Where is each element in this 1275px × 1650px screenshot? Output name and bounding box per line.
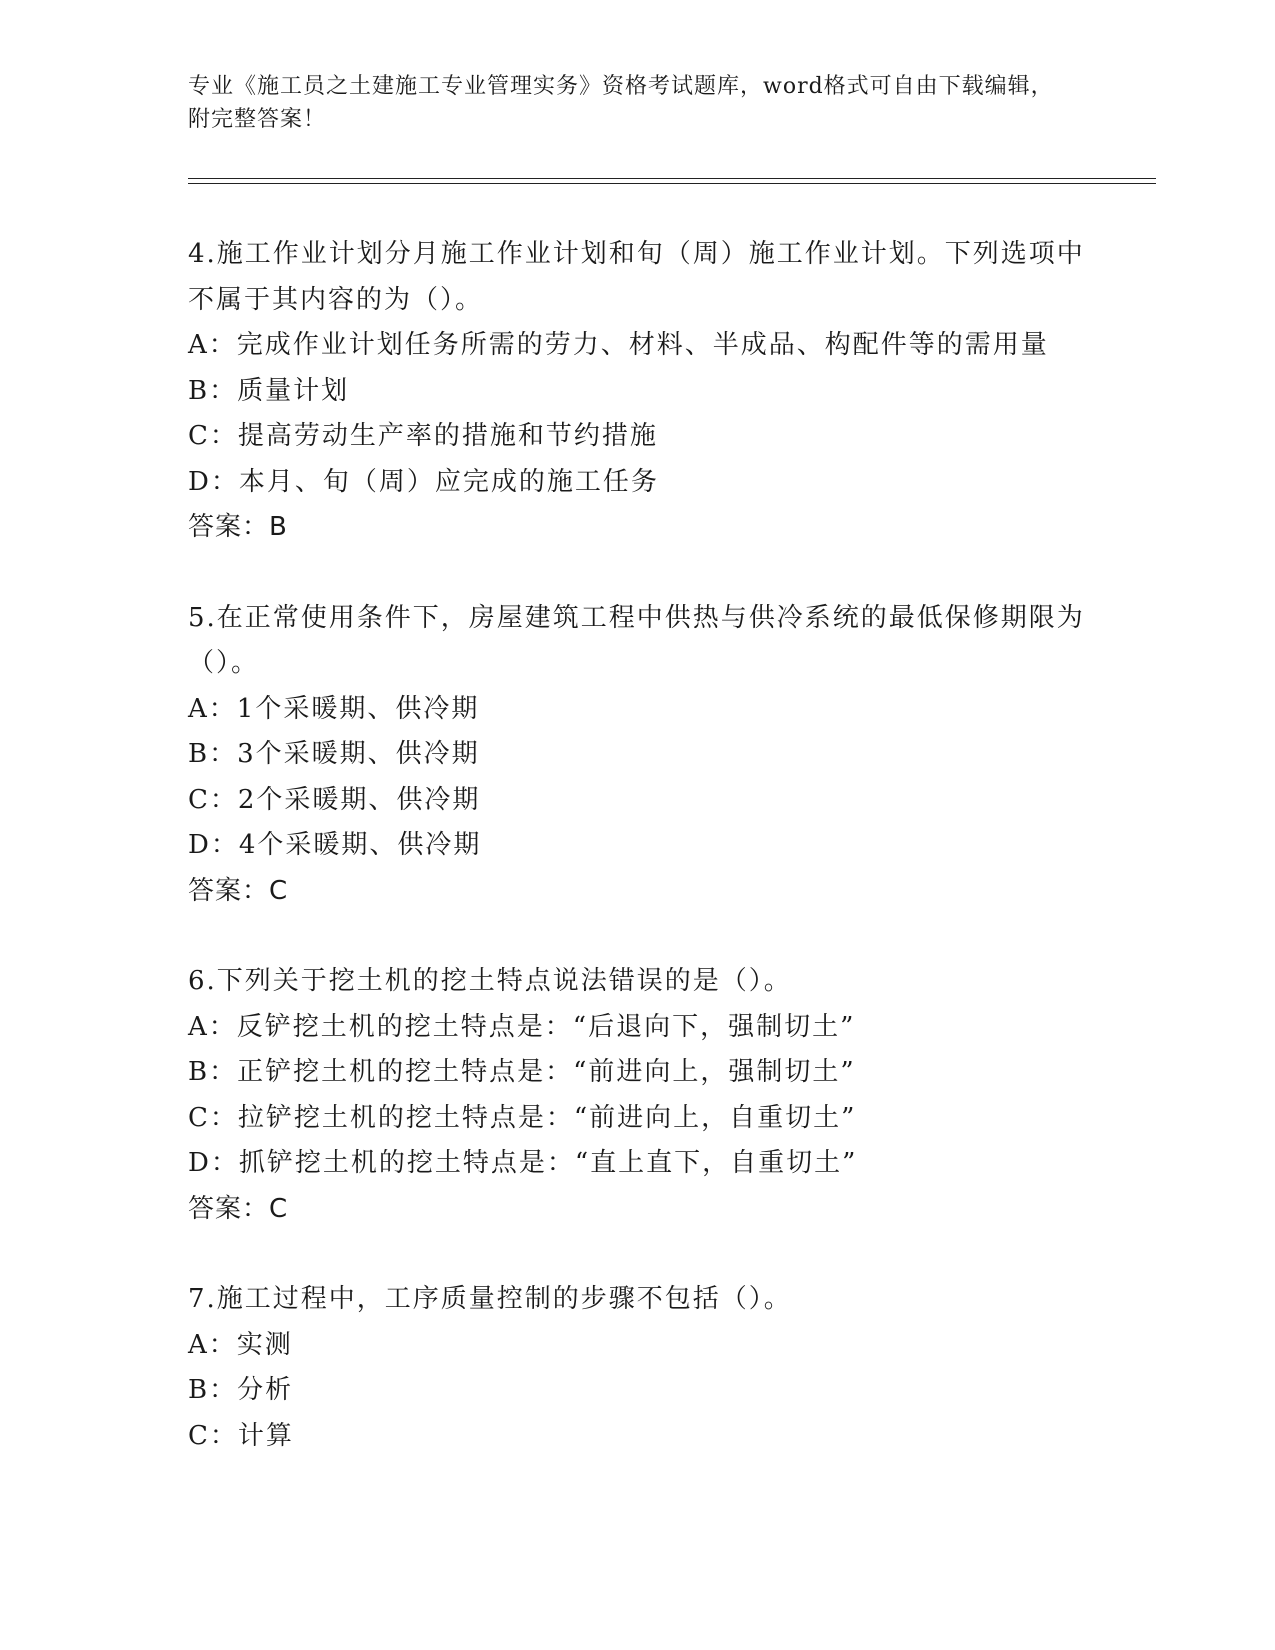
question-text: 7.施工过程中，工序质量控制的步骤不包括（）。 [188, 1284, 792, 1314]
question-option-b: B：3个采暖期、供冷期 [188, 739, 480, 769]
question-item [188, 596, 1088, 915]
question-answer: 答案：C [188, 875, 289, 906]
question-option-c: C：2个采暖期、供冷期 [188, 784, 481, 815]
question-option-c: C：提高劳动生产率的措施和节约措施 [188, 421, 658, 451]
question-spacer [188, 1232, 1088, 1277]
question-text: 5.在正常使用条件下，房屋建筑工程中供热与供冷系统的最低保修期限为（）。 [188, 602, 1085, 678]
question-option-a: A：反铲挖土机的挖土特点是：“后退向下，强制切土” [188, 1011, 856, 1042]
question-option-b: B：正铲挖土机的挖土特点是：“前进向上，强制切土” [188, 1057, 856, 1087]
question-item [188, 959, 1088, 1232]
question-option-c: C：计算 [188, 1420, 294, 1451]
question-option-c: C：拉铲挖土机的挖土特点是：“前进向上，自重切土” [188, 1102, 857, 1133]
document-header: 专业《施工员之土建施工专业管理实务》资格考试题库，word格式可自由下载编辑，附完整答案！ [188, 74, 1054, 132]
question-option-d: D：抓铲挖土机的挖土特点是：“直上直下，自重切土” [188, 1148, 858, 1178]
question-option-b: B：分析 [188, 1375, 294, 1405]
header-rule-top [188, 178, 1156, 179]
question-option-a: A：实测 [188, 1329, 293, 1360]
question-item [188, 232, 1088, 551]
question-answer: 答案：C [188, 1193, 289, 1224]
question-list [188, 232, 1088, 1459]
question-option-d: D：4个采暖期、供冷期 [188, 830, 482, 860]
question-text: 6.下列关于挖土机的挖土特点说法错误的是（）。 [188, 966, 792, 996]
question-text: 4.施工作业计划分月施工作业计划和旬（周）施工作业计划。下列选项中不属于其内容的为（）。 [188, 239, 1085, 315]
header-rule-bottom [188, 183, 1156, 184]
question-item [188, 1277, 1088, 1459]
question-spacer [188, 914, 1088, 959]
question-answer: 答案：B [188, 512, 288, 542]
question-option-b: B：质量计划 [188, 375, 350, 406]
question-spacer [188, 551, 1088, 596]
question-option-a: A：完成作业计划任务所需的劳力、材料、半成品、构配件等的需用量 [188, 330, 1049, 360]
question-option-d: D：本月、旬（周）应完成的施工任务 [188, 466, 659, 497]
question-option-a: A：1个采暖期、供冷期 [188, 693, 480, 724]
